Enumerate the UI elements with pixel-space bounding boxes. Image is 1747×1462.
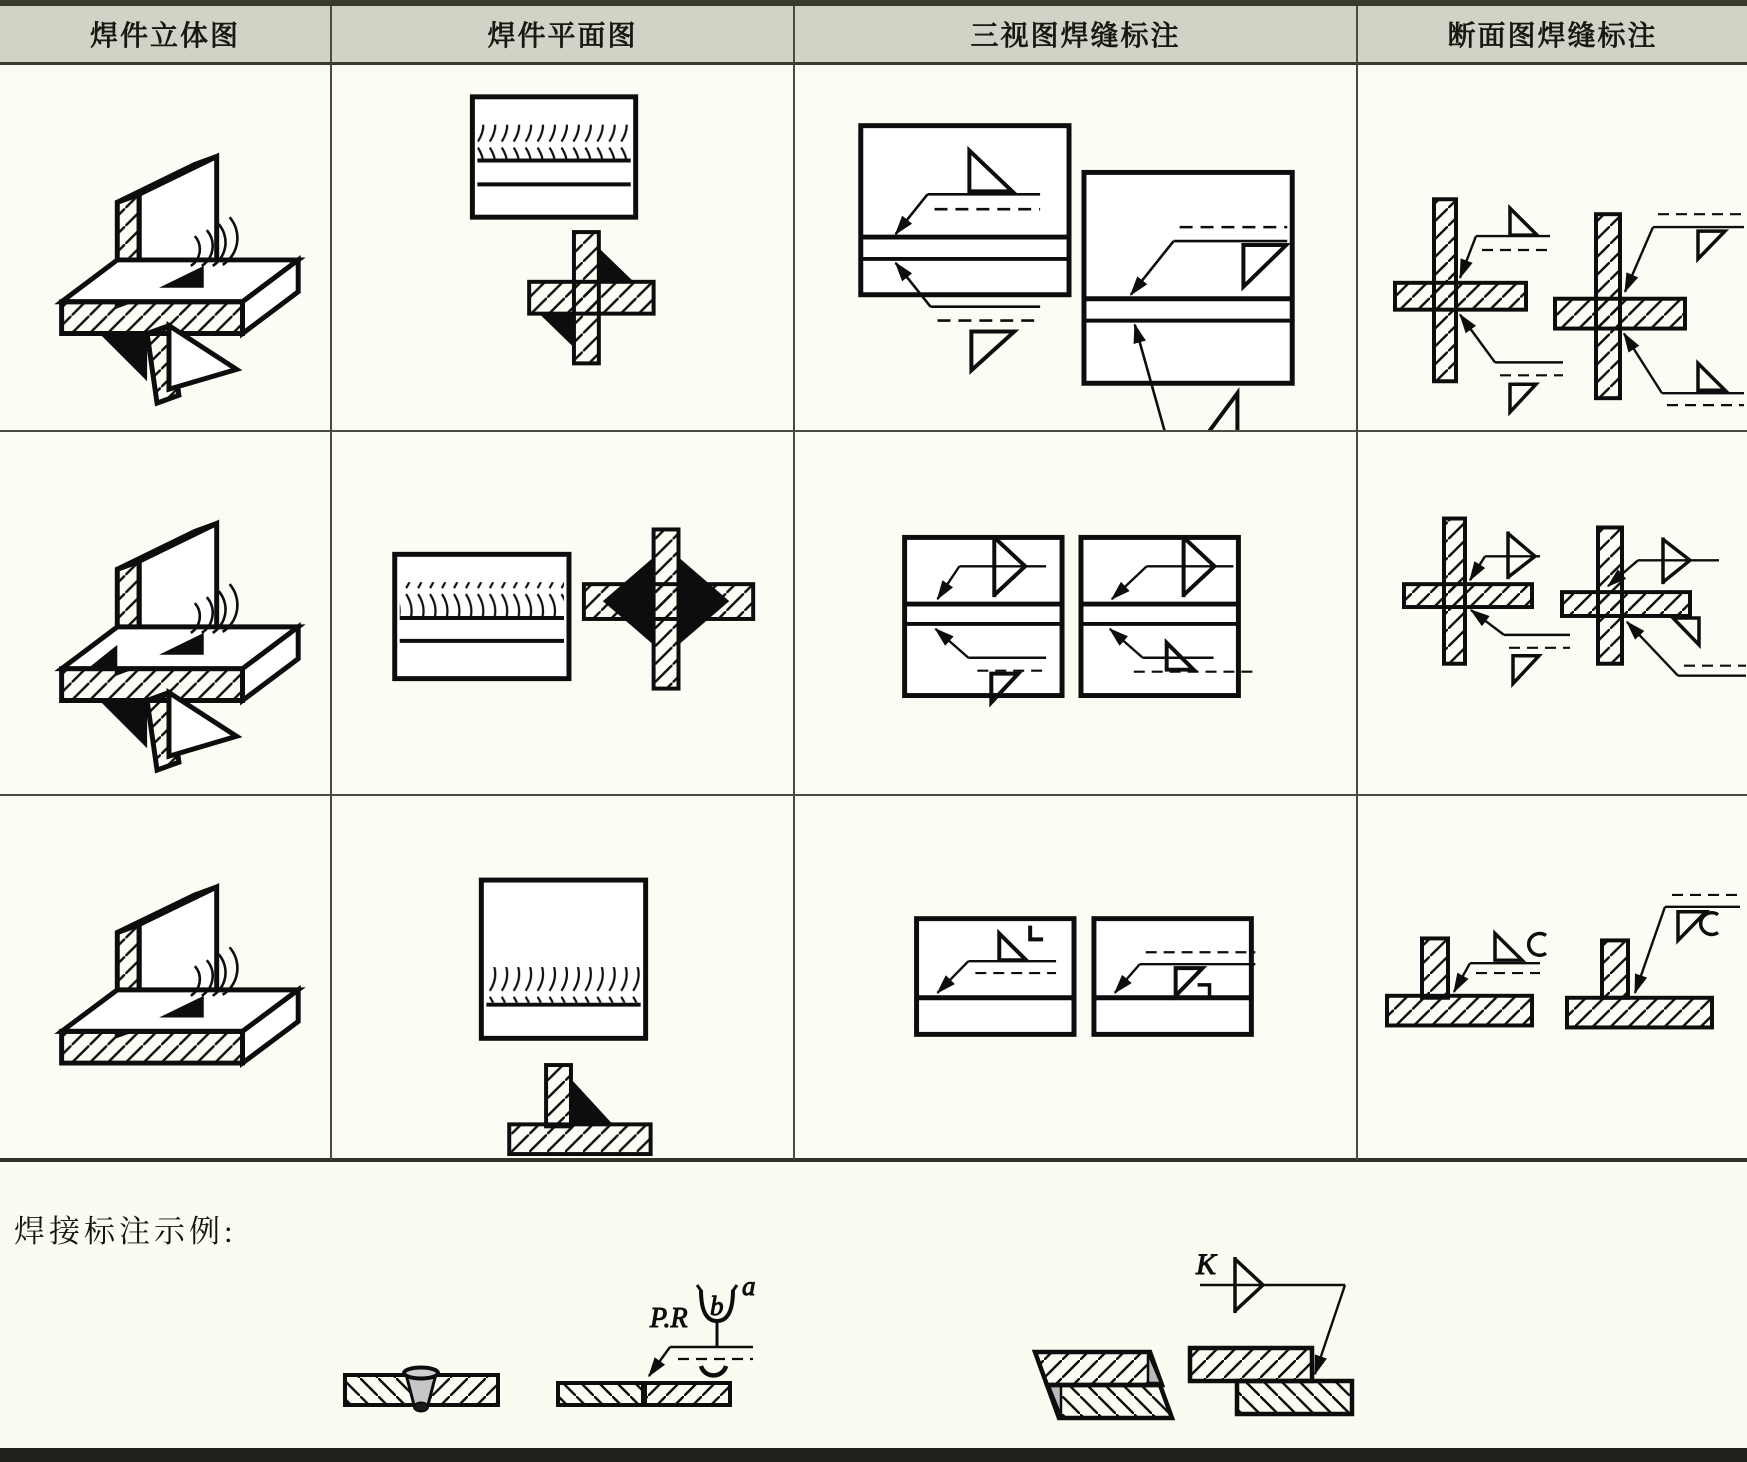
hatched-plate — [1047, 1385, 1172, 1418]
hatched-plate — [1035, 1352, 1162, 1385]
leader-arrow — [1315, 1285, 1345, 1374]
lap-joint-piece — [1035, 1352, 1172, 1418]
hatched-horizontal-plate — [1567, 998, 1712, 1028]
left-section — [1404, 519, 1570, 684]
hatched-horizontal-plate — [1395, 283, 1526, 310]
cell-r2-c1 — [0, 432, 332, 796]
iso-cruciform-double — [62, 523, 299, 770]
fillet-weld-black — [99, 334, 147, 382]
cell-r1-c1 — [0, 65, 332, 432]
plan-and-section-cruciform-drawing — [332, 65, 793, 430]
iso-cruciform — [62, 156, 299, 403]
butt-weld-section — [345, 1368, 498, 1412]
leader-arrow — [1625, 227, 1653, 292]
plan-view — [472, 97, 635, 217]
fillet-weld-symbol — [1673, 618, 1699, 645]
bottom-border-band — [0, 1448, 1747, 1462]
leader-arrow — [1454, 963, 1470, 992]
left-view — [905, 535, 1062, 702]
header-three-view-annotation — [795, 6, 1358, 65]
cell-r3-c4 — [1358, 796, 1747, 1162]
root-gap-label: b — [710, 1291, 724, 1321]
leader-arrow — [1460, 315, 1495, 363]
groove-angle-label: a — [742, 1271, 756, 1301]
header-label: 三视图焊缝标注 — [970, 20, 1181, 51]
base-plate-hatched-front — [62, 669, 243, 701]
leader-arrow — [1627, 622, 1678, 676]
hatched-plate — [645, 1383, 730, 1405]
cell-r3-c3 — [795, 796, 1358, 1162]
annotated-butt-joint — [558, 1271, 756, 1405]
iso-cruciform-joint-drawing — [0, 65, 330, 430]
welding-symbols-table — [0, 6, 1747, 1162]
cell-r2-c2 — [332, 432, 795, 796]
header-plan-view — [332, 6, 795, 65]
section-view — [529, 232, 653, 363]
annotation-examples-drawing — [0, 1162, 1747, 1448]
hatched-plate — [1237, 1381, 1352, 1414]
left-section — [1387, 933, 1546, 1025]
leader-arrow — [1624, 334, 1662, 394]
hatched-horizontal-plate — [529, 282, 653, 314]
weld-bead-strip — [477, 125, 630, 159]
section-view — [584, 529, 753, 688]
hatched-vertical-plate — [1602, 940, 1628, 997]
fillet-weld-symbol — [1698, 231, 1725, 259]
cell-r2-c3 — [795, 432, 1358, 796]
leader-arrow — [1470, 556, 1485, 580]
weld-bead-strip — [486, 967, 640, 1003]
leader-arrow — [1635, 907, 1665, 993]
hatched-horizontal-plate — [1387, 996, 1532, 1026]
leader-arrow — [1471, 610, 1504, 635]
fillet-weld-symbol — [1495, 933, 1522, 960]
fillet-weld-black — [599, 248, 634, 282]
leader-arrow — [649, 1347, 670, 1376]
three-view-annotation-t-joint — [795, 796, 1356, 1158]
section-annotation-t-joint — [1358, 796, 1747, 1158]
base-plate-hatched-front — [62, 302, 243, 334]
fillet-weld-symbol — [1510, 384, 1536, 412]
three-view-annotation-cruciform-double — [795, 432, 1356, 794]
process-ref-label: P.R — [650, 1303, 688, 1334]
contour-arc-mark — [1701, 913, 1718, 935]
iso-t-joint — [62, 887, 299, 1063]
fillet-weld-black — [678, 557, 729, 645]
hatched-horizontal-plate — [1404, 584, 1532, 607]
base-plate-hatched-front — [62, 1031, 243, 1063]
left-view — [917, 919, 1074, 1035]
header-label: 断面图焊缝标注 — [1447, 20, 1658, 51]
section-annotation-cruciform-double — [1358, 432, 1747, 794]
plan-view — [395, 554, 569, 678]
fillet-weld-black — [99, 701, 147, 749]
hatched-plate — [558, 1383, 643, 1405]
three-view-annotation-cruciform — [795, 65, 1356, 430]
left-section — [1395, 199, 1563, 412]
iso-t-joint-drawing — [0, 796, 330, 1158]
examples-title: 焊接标注示例: — [14, 1214, 237, 1249]
plan-and-section-cruciform-double — [332, 432, 793, 794]
hatched-vertical-plate — [1422, 938, 1448, 997]
fillet-weld-symbol — [971, 332, 1014, 371]
cell-r2-c4 — [1358, 432, 1747, 796]
hatched-horizontal-plate — [1562, 592, 1690, 616]
fillet-weld-gray — [1148, 1353, 1161, 1383]
plan-and-section-t-joint — [332, 796, 793, 1158]
header-section-annotation — [1358, 6, 1747, 65]
contour-arc-mark — [1529, 933, 1546, 955]
hatched-horizontal-plate — [1555, 299, 1685, 329]
hatched-horizontal-plate — [509, 1124, 650, 1154]
hatched-vertical-plate — [546, 1065, 571, 1126]
weld-root — [414, 1403, 428, 1412]
backing-weld-arc — [701, 1366, 726, 1375]
plan-view — [481, 880, 645, 1038]
annotated-lap-joint — [1190, 1248, 1352, 1414]
hatched-plate — [1190, 1348, 1312, 1381]
right-section — [1555, 214, 1744, 405]
cell-r1-c4 — [1358, 65, 1747, 432]
fillet-weld-symbol — [1198, 393, 1238, 430]
fillet-weld-symbol — [1513, 656, 1539, 684]
left-view — [861, 126, 1069, 371]
right-section — [1567, 895, 1740, 1028]
weld-cap — [404, 1368, 438, 1379]
fillet-weld-black — [603, 557, 654, 645]
cell-r1-c3 — [795, 65, 1358, 432]
header-label: 焊件立体图 — [89, 20, 240, 51]
header-iso-view — [0, 6, 332, 65]
weld-bead-strip — [400, 582, 564, 616]
right-section — [1562, 527, 1746, 675]
leader-arrow — [1460, 236, 1476, 278]
header-label: 焊件平面图 — [487, 20, 638, 51]
right-view — [1084, 172, 1303, 430]
cell-r3-c1 — [0, 796, 332, 1162]
fillet-weld-symbol — [1510, 208, 1537, 235]
fillet-weld-symbol — [1698, 363, 1725, 390]
iso-cruciform-double-weld-drawing — [0, 432, 330, 794]
fillet-weld-black — [539, 314, 574, 348]
fillet-size-label: K — [1196, 1248, 1217, 1281]
section-annotation-cruciform — [1358, 65, 1747, 430]
right-view — [1081, 535, 1253, 695]
annotation-examples-section — [0, 1162, 1747, 1448]
cell-r1-c2 — [332, 65, 795, 432]
cell-r3-c2 — [332, 796, 795, 1162]
right-view — [1094, 919, 1255, 1035]
fillet-weld-black — [571, 1079, 613, 1124]
section-view — [509, 1065, 650, 1154]
